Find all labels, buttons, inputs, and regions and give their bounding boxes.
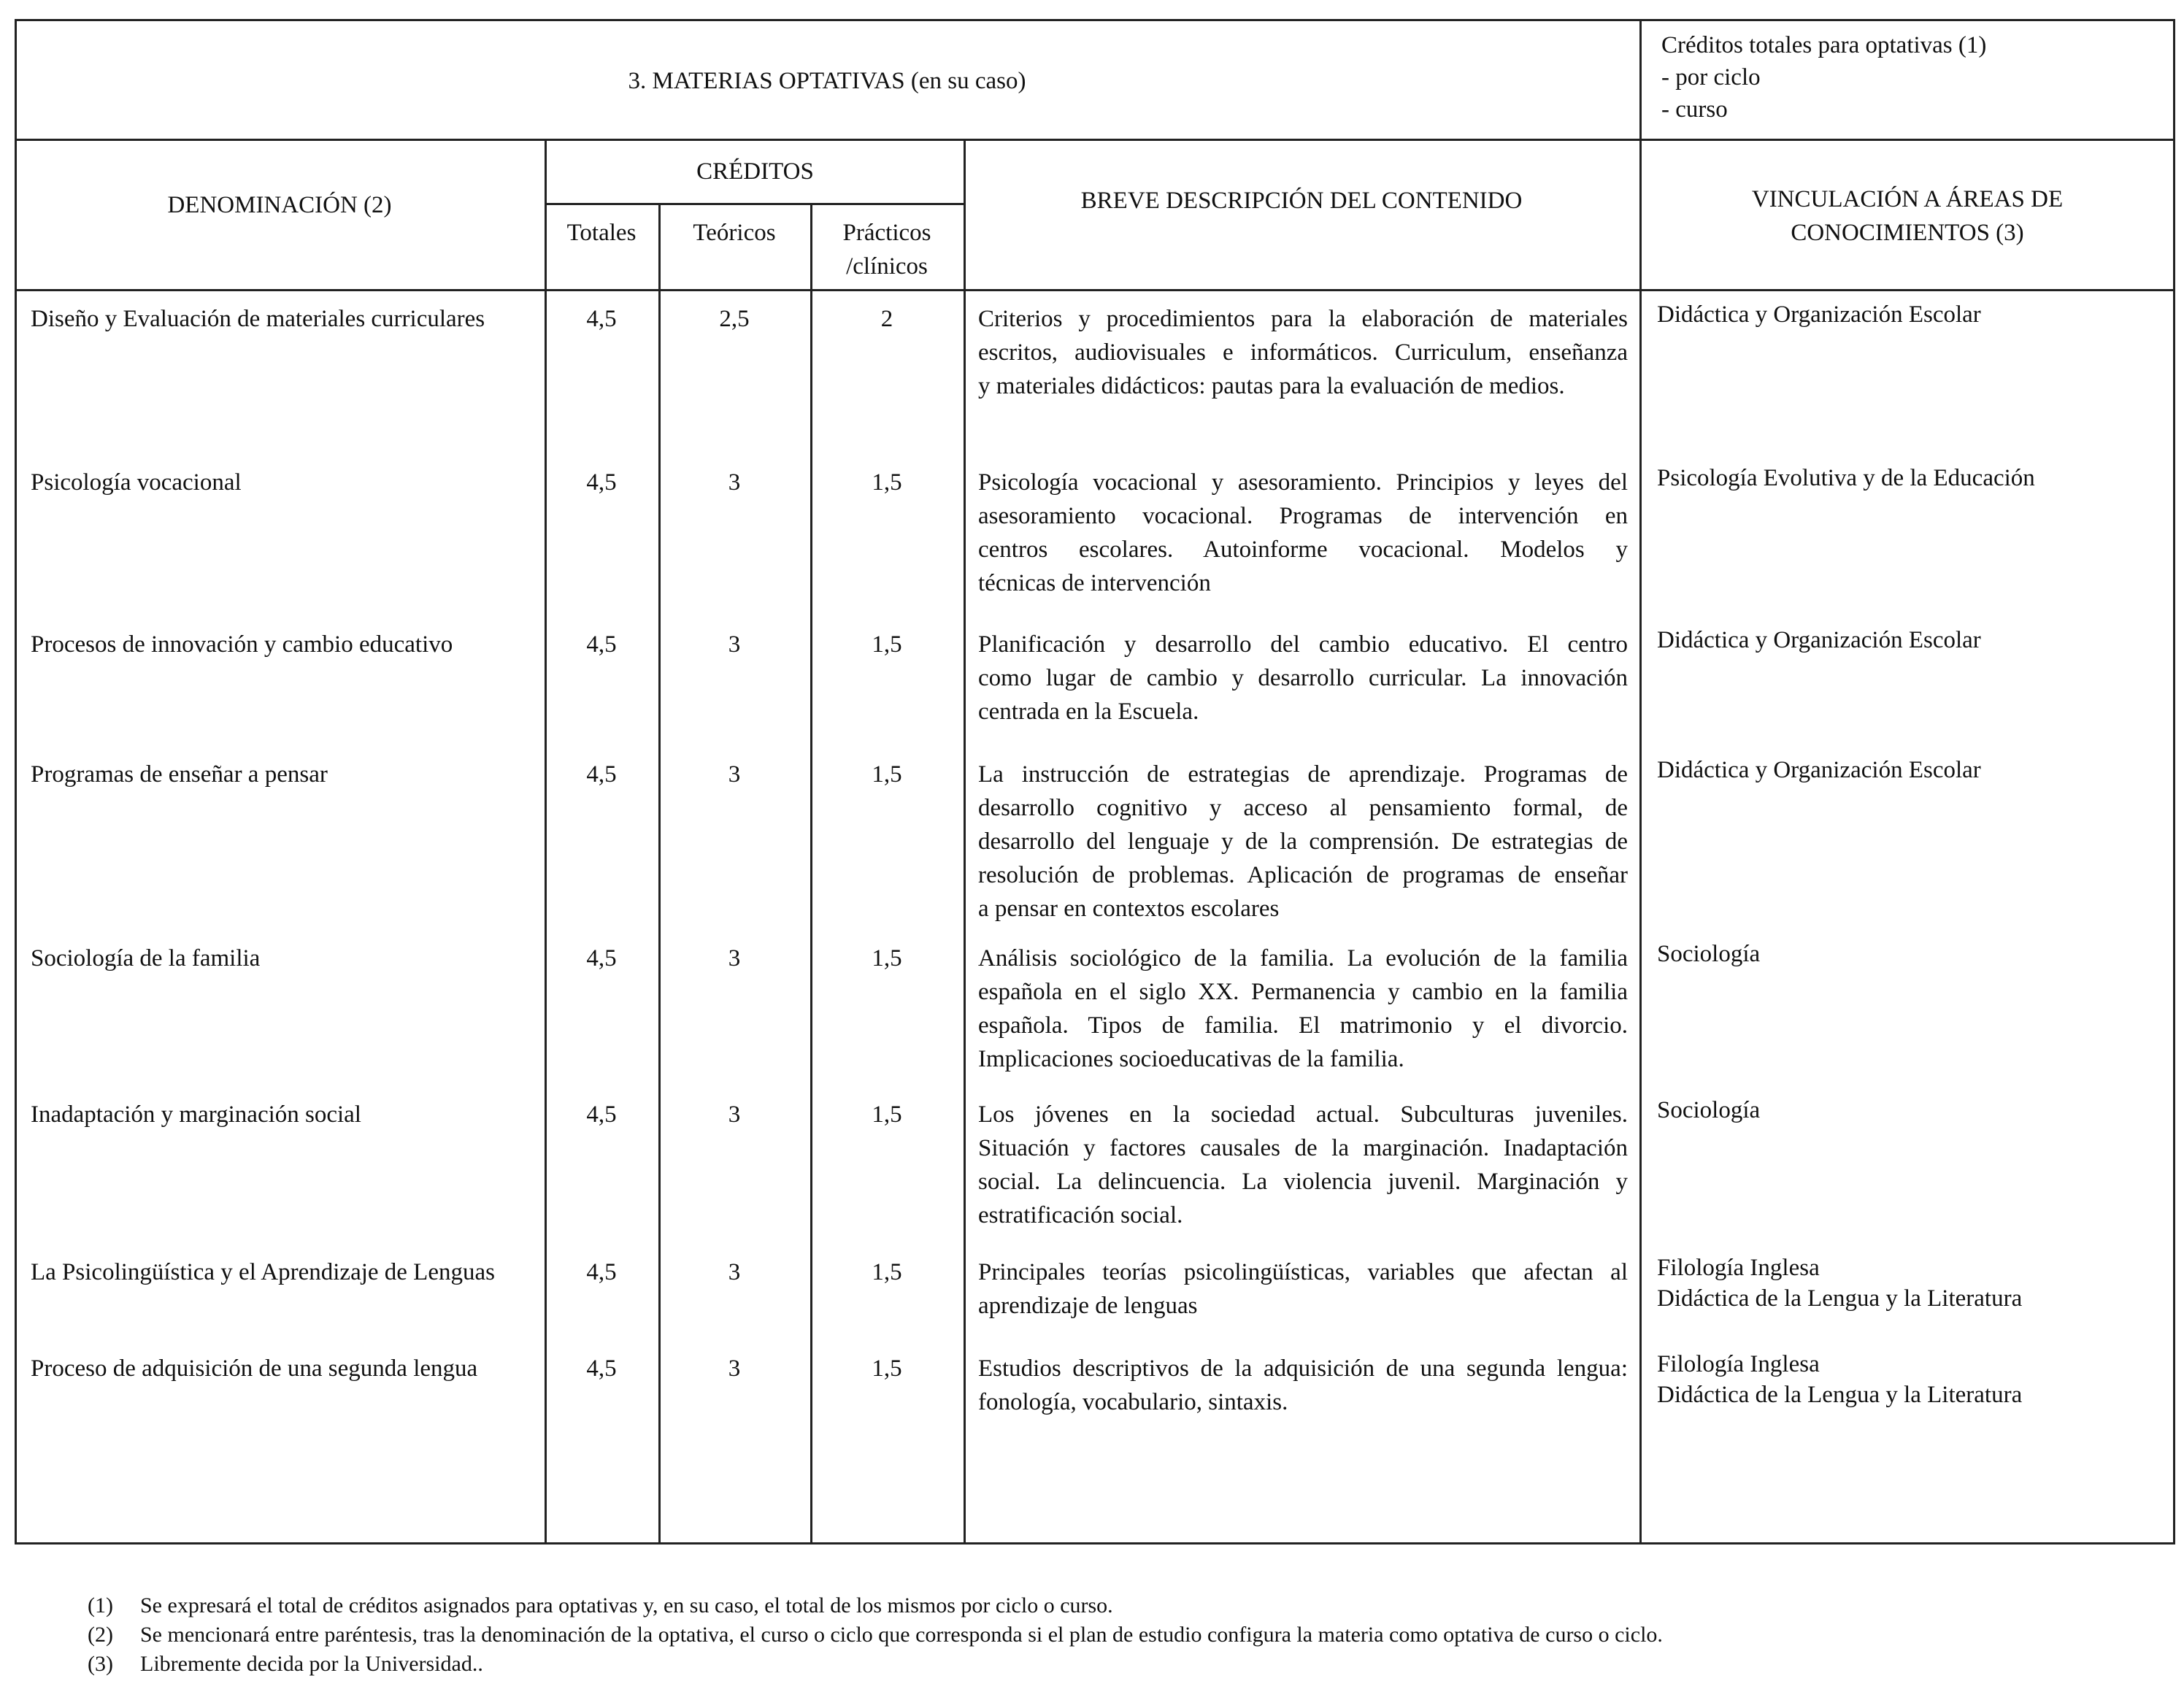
description-line: española en el siglo XX. Permanencia y cambio en la familia <box>978 979 1628 1005</box>
description-line: Principales teorías psicolingüísticas, variables que afectan al <box>978 1259 1628 1285</box>
credits-totales: 4,5 <box>586 761 617 788</box>
knowledge-areas <box>1657 1349 2022 1410</box>
content-description <box>978 1352 1628 1419</box>
knowledge-area: Didáctica y Organización Escolar <box>1657 301 1981 328</box>
column-header-vinculacion-line2: CONOCIMIENTOS (3) <box>1791 220 2024 246</box>
footnote-number: (2) <box>88 1623 113 1647</box>
subject-name: La Psicolingüística y el Aprendizaje de Lenguas <box>31 1259 495 1285</box>
description-line: escritos, audiovisuales e informáticos. Curriculum, enseñanza <box>978 339 1628 366</box>
content-description <box>978 942 1628 1076</box>
credits-totales: 4,5 <box>586 631 617 658</box>
column-header-practicos-line1: Prácticos <box>842 220 931 246</box>
content-description <box>978 628 1628 728</box>
knowledge-areas <box>1657 1095 1760 1126</box>
knowledge-areas <box>1657 299 1981 330</box>
knowledge-area: Sociología <box>1657 1097 1761 1123</box>
credits-totales: 4,5 <box>586 945 617 972</box>
subject-name: Proceso de adquisición de una segunda lengua <box>31 1355 478 1382</box>
knowledge-area: Filología Inglesa <box>1657 1255 1820 1281</box>
subject-name: Psicología vocacional <box>31 469 242 496</box>
description-line: y materiales didácticos: pautas para la evaluación de medios. <box>978 373 1565 399</box>
credits-teoricos: 3 <box>728 469 741 496</box>
footnote-text: Libremente decida por la Universidad.. <box>140 1652 483 1676</box>
column-header-teoricos: Teóricos <box>693 220 776 246</box>
credits-teoricos: 3 <box>728 761 741 788</box>
content-description <box>978 758 1628 926</box>
knowledge-area: Didáctica de la Lengua y la Literatura <box>1657 1382 2023 1408</box>
knowledge-areas <box>1657 625 1981 655</box>
footnote-text: Se expresará el total de créditos asignados para optativas y, en su caso, el total de los mismos por ciclo o curso. <box>140 1593 1113 1617</box>
description-line: Estudios descriptivos de la adquisición de una segunda lengua: <box>978 1355 1628 1382</box>
knowledge-areas <box>1657 1253 2022 1314</box>
subject-name: Procesos de innovación y cambio educativo <box>31 631 453 658</box>
description-line: española. Tipos de familia. El matrimonio y el divorcio. <box>978 1012 1628 1039</box>
knowledge-area: Psicología Evolutiva y de la Educación <box>1657 465 2035 491</box>
footnote-number: (3) <box>88 1652 113 1676</box>
description-line: centros escolares. Autoinforme vocacional. Modelos y <box>978 536 1628 563</box>
credits-total-line: Créditos totales para optativas (1) <box>1661 32 1987 58</box>
description-line: a pensar en contextos escolares <box>978 896 1280 922</box>
credits-total-line: - por ciclo <box>1661 64 1761 91</box>
description-line: Criterios y procedimientos para la elaboración de materiales <box>978 306 1628 332</box>
column-divider-descripcion <box>1639 139 1642 1544</box>
credits-teoricos: 3 <box>728 945 741 972</box>
knowledge-area: Didáctica de la Lengua y la Literatura <box>1657 1285 2023 1312</box>
knowledge-area: Filología Inglesa <box>1657 1351 1820 1377</box>
content-description <box>978 1098 1628 1232</box>
credits-practicos: 1,5 <box>872 1101 902 1128</box>
knowledge-area: Didáctica y Organización Escolar <box>1657 757 1981 783</box>
knowledge-areas <box>1657 755 1981 785</box>
credits-teoricos: 2,5 <box>719 306 750 332</box>
credits-teoricos: 3 <box>728 1355 741 1382</box>
credits-teoricos: 3 <box>728 1101 741 1128</box>
description-line: Situación y factores causales de la marginación. Inadaptación <box>978 1135 1628 1161</box>
credits-practicos: 1,5 <box>872 1355 902 1382</box>
credits-totales: 4,5 <box>586 306 617 332</box>
column-header-practicos-line2: /clínicos <box>846 253 928 280</box>
credits-teoricos: 3 <box>728 631 741 658</box>
credits-practicos: 1,5 <box>872 469 902 496</box>
description-line: estratificación social. <box>978 1202 1183 1228</box>
knowledge-areas <box>1657 939 1760 969</box>
credits-total-line: - curso <box>1661 96 1728 123</box>
description-line: Implicaciones socioeducativas de la familia. <box>978 1046 1404 1072</box>
column-divider-denominacion <box>545 139 547 1544</box>
footnotes <box>88 1591 1663 1679</box>
credits-totales: 4,5 <box>586 1259 617 1285</box>
credits-total-box <box>1661 29 1986 126</box>
credits-teoricos: 3 <box>728 1259 741 1285</box>
subject-name: Inadaptación y marginación social <box>31 1101 361 1128</box>
column-header-bottom-line <box>15 289 2175 291</box>
credits-practicos: 1,5 <box>872 945 902 972</box>
description-line: La instrucción de estrategias de aprendizaje. Programas de <box>978 761 1628 788</box>
description-line: Planificación y desarrollo del cambio educativo. El centro <box>978 631 1628 658</box>
footnote-number: (1) <box>88 1593 113 1617</box>
column-divider-teoricos <box>810 203 812 1544</box>
credits-practicos: 1,5 <box>872 761 902 788</box>
creditos-subheader-line <box>545 203 966 205</box>
content-description <box>978 302 1628 403</box>
credits-totales: 4,5 <box>586 1101 617 1128</box>
description-line: como lugar de cambio y desarrollo curricular. La innovación <box>978 665 1628 691</box>
knowledge-area: Sociología <box>1657 941 1761 967</box>
column-divider-totales <box>658 203 661 1544</box>
credits-practicos: 1,5 <box>872 1259 902 1285</box>
footnote <box>88 1650 1663 1679</box>
column-header-vinculacion-line1: VINCULACIÓN A ÁREAS DE <box>1751 186 2064 212</box>
credits-practicos: 1,5 <box>872 631 902 658</box>
description-line: centrada en la Escuela. <box>978 699 1199 725</box>
subject-name: Programas de enseñar a pensar <box>31 761 328 788</box>
description-line: aprendizaje de lenguas <box>978 1293 1198 1319</box>
section-title: 3. MATERIAS OPTATIVAS (en su caso) <box>628 68 1026 94</box>
content-description <box>978 1255 1628 1323</box>
footnote <box>88 1620 1663 1650</box>
header-bottom-line <box>15 139 2175 141</box>
description-line: desarrollo del lenguaje y de la comprensión. De estrategias de <box>978 828 1628 855</box>
description-line: Los jóvenes en la sociedad actual. Subculturas juveniles. <box>978 1101 1628 1128</box>
column-header-totales-label: Totales <box>566 220 637 246</box>
description-line: fonología, vocabulario, sintaxis. <box>978 1389 1288 1415</box>
knowledge-area: Didáctica y Organización Escolar <box>1657 627 1981 653</box>
column-header-vinculacion <box>1639 182 2175 250</box>
content-description <box>978 466 1628 600</box>
description-line: técnicas de intervención <box>978 570 1211 596</box>
column-header-denominacion: DENOMINACIÓN (2) <box>167 192 392 218</box>
description-line: desarrollo cognitivo y acceso al pensamiento formal, de <box>978 795 1628 821</box>
subject-name: Diseño y Evaluación de materiales curriculares <box>31 306 485 332</box>
footnote <box>88 1591 1663 1620</box>
subject-name: Sociología de la familia <box>31 945 261 972</box>
column-divider-creditos <box>964 139 966 1544</box>
column-header-creditos: CRÉDITOS <box>696 158 814 185</box>
description-line: social. La delincuencia. La violencia juvenil. Marginación y <box>978 1169 1628 1195</box>
description-line: Psicología vocacional y asesoramiento. Principios y leyes del <box>978 469 1628 496</box>
credits-practicos: 2 <box>880 306 893 332</box>
knowledge-areas <box>1657 463 2035 493</box>
header-divider <box>1639 19 1642 139</box>
credits-totales: 4,5 <box>586 1355 617 1382</box>
description-line: Análisis sociológico de la familia. La evolución de la familia <box>978 945 1628 972</box>
description-line: resolución de problemas. Aplicación de programas de enseñar <box>978 862 1628 888</box>
description-line: asesoramiento vocacional. Programas de intervención en <box>978 503 1628 529</box>
column-header-practicos <box>810 216 964 283</box>
footnote-text: Se mencionará entre paréntesis, tras la denominación de la optativa, el curso o ciclo que corresponda si el plan de estudio configura la materia como optativa de curso o ciclo. <box>140 1623 1663 1647</box>
column-header-descripcion: BREVE DESCRIPCIÓN DEL CONTENIDO <box>1080 188 1523 214</box>
credits-totales: 4,5 <box>586 469 617 496</box>
